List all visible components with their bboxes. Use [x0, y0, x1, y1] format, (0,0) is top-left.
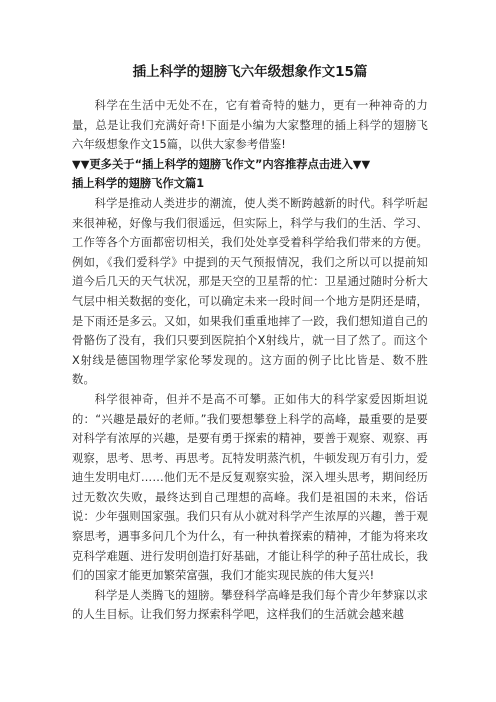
body-paragraph-3: 科学是人类腾飞的翅膀。攀登科学高峰是我们每个青少年梦寐以求的人生目标。让我们努力探索科学吧，这样我们的生活就会越来越 [72, 588, 428, 622]
body-paragraph-1: 科学是推动人类进步的潮流，使人类不断跨越新的时代。科学听起来很神秘，好像与我们很遥远，但实际上，科学与我们的生活、学习、工作等各个方面都密切相关，我们处处享受着科学给我们带来的方便。例如，《我们爱科学》中提到的天气预报情况，我们之所以可以提前知道今后几天的天气状况，那是天空的卫星帮的忙：卫星通过随时分析大气层中相关数据的变化，可以确定未来一段时间一个地方是阴还是晴，是下雨还是多云。又如，如果我们重重地摔了一跤，我们想知道自己的骨骼伤了没有，我们只要到医院拍个X射线片，就一目了然了。而这个X射线是德国物理学家伦琴发现的。这方面的例子比比皆是、数不胜数。 [72, 196, 428, 387]
body-paragraph-2: 科学很神奇，但并不是高不可攀。正如伟大的科学家爱因斯坦说的：“兴趣是最好的老师。”我们要想攀登上科学的高峰，最重要的是要对科学有浓厚的兴趣，是要有勇于探索的精神，要善于观察、观察、再观察，思考、思考、再思考。瓦特发明蒸汽机，牛顿发现万有引力，爱迪生发明电灯……他们无不是反复观察实验，深入埋头思考，期间经历过无数次失败，最终达到自己理想的高峰。我们是祖国的未来，俗话说：少年强则国家强。我们只有从小就对科学产生浓厚的兴趣，善于观察思考，遇事多问几个为什么，有一种执着探索的精神，才能为将来攻克科学难题、进行发明创造打好基础，才能让科学的种子茁壮成长，我们的国家才能更加繁荣富强，我们才能实现民族的伟大复兴! [72, 392, 428, 583]
recommend-link[interactable]: ▼▼更多关于“插上科学的翅膀飞作文”内容推荐点击进入▼▼ [72, 157, 371, 171]
intro-paragraph: 科学在生活中无处不在，它有着奇特的魅力，更有一种神奇的力量，总是让我们充满好奇!下面是小编为大家整理的插上科学的翅膀飞六年级想象作文15篇，以供大家参考借鉴! [72, 99, 428, 152]
document-title: 插上科学的翅膀飞六年级想象作文15篇 [132, 64, 368, 80]
section-heading: 插上科学的翅膀飞作文篇1 [72, 177, 205, 191]
